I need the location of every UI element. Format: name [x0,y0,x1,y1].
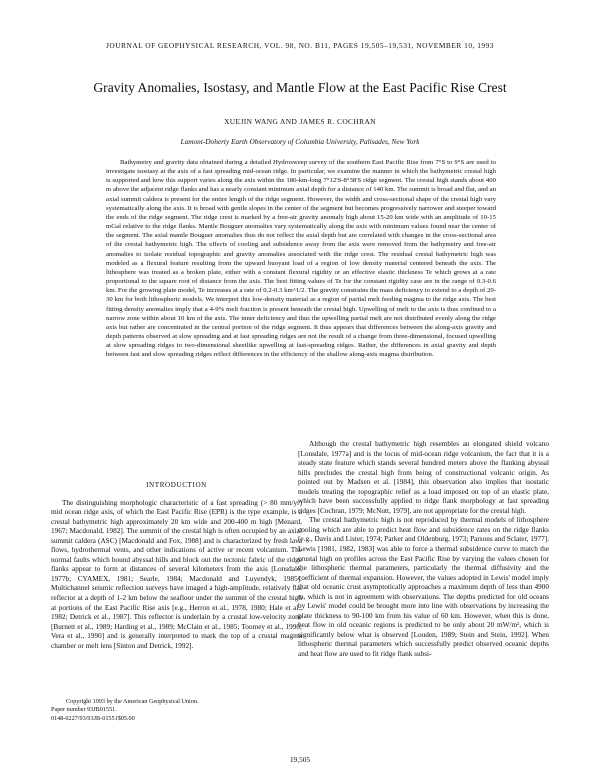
introduction-heading: INTRODUCTION [146,481,207,489]
body-paragraph: The crestal bathymetric high is not reproduced by thermal models of lithosphere cooling which are able to predict heat flow and subsidence rates on the ridge flanks [e.g., Davis and Lister, 1974; Parker and Oldenburg, 1973; Parsons and Sclater, 1977]. Lewis [1981, 1982, 1983] was able to force a thermal subsidence curve to match the crustal high on profiles across the East Pacific Rise by varying the values chosen for the lithospheric thermal parameters, particularly the thermal diffusivity and the coefficient of thermal expansion. However, the values adopted in Lewis' model imply that old oceanic crust asymptotically approaches a maximum depth of less than 4900 m, which is not in agreement with observations. The depths predicted for old oceans by Lewis' model could be brought more into line with observations by increasing the plate thickness to 90-100 km from his value of 60 km. However, when this is done, heat flow in old oceanic regions is predicted to be only about 20 mW/m², which is significantly below what is observed [Louden, 1989; Stein and Stein, 1992]. When lithospheric thermal parameters which successfully predict observed oceanic depths and heat flow are used to fit ridge flank subsi- [298,516,549,659]
right-column [298,440,549,660]
left-column [51,481,302,651]
body-paragraph: The distinguishing morphologic characteristic of a fast spreading (> 80 mm/yr) mid ocean ridge axis, of which the East Pacific Rise (EPR) is the type example, is a crestal bathymetric high approximately 20 km wide and 200-400 m high [Menard, 1967; Macdonald, 1982]. The summit of the crestal high is often occupied by an axial summit caldera (ASC) [Macdonald and Fox, 1988] and is characterized by fresh lava flows, hydrothermal vents, and other indications of active or recent volcanism. The normal faults which bound abyssal hills and block out the tectonic fabric of the ridge flanks appear to form at distances of several kilometers from the axis [Lonsdale, 1977b; CYAMEX, 1981; Searle, 1984; Macdonald and Luyendyk, 1985]. Multichannel seismic reflection surveys have imaged a high-amplitude, relatively flat reflector at a depth of 1-2 km below the seafloor under the summit of the crestal high at portions of the East Pacific Rise axis [e.g., Herron et al., 1978, 1980; Hale et al., 1982; Detrick et al., 1987]. This reflector is underlain by a crustal low-velocity zone [Burnett et al., 1989; Harding et al., 1989; McClain et al., 1985; Toomey et al., 1990; Vera et al., 1990] and is generally interpreted to mark the top of a crustal magma chamber or melt lens [Sinton and Detrick, 1992]. [51,498,302,650]
running-head: JOURNAL OF GEOPHYSICAL RESEARCH, VOL. 98, NO. B11, PAGES 19,505–19,531, NOVEMBER 10, 1993 [106,41,494,50]
copyright-line: Copyright 1993 by the American Geophysical Union. [66,698,199,705]
article-authors: XUEJIN WANG AND JAMES R. COCHRAN [224,117,376,126]
abstract [106,158,496,359]
copyright-notice [51,698,302,723]
publication-code: 0148-0227/93/93JB-01551$05.00 [51,714,135,722]
author-affiliation: Lamont-Doherty Earth Observatory of Columbia University, Palisades, New York [180,137,420,146]
paper-number: Paper number 93JB01551. [51,706,117,714]
abstract-text: Bathymetry and gravity data obtained during a detailed Hydrosweep survey of the southern East Pacific Rise from 7°S to 9°S are used to investigate isostasy at the axis of a fast spreading mid-ocean ridge. In particular, we examine the manner in which the bathymetric crestal high is supported and how this support varies along the axis within the 180-km-long 7°12'S-8°38'S ridge segment. The crestal high stands about 400 m above the adjacent ridge flanks and has a nearly constant minimum axial depth for a distance of 140 km. The summit is broad and flat, and an axial summit caldera is present for the entire length of the ridge segment. However, the width and cross-sectional shape of the crestal high vary systematically along the axis. It is broad with gentle slopes in the center of the segment but becomes progressively narrower and steeper toward the ends of the ridge segment. The ridge crest is marked by a free-air gravity anomaly high about 15-20 km wide with an amplitude of 10-15 mGal relative to the ridge flanks. Mantle Bouguer anomalies vary systematically along the axis with minimum values found near the center of the segment. The axial mantle Bouguer anomalies thus do not reflect the axial depth but are correlated with changes in the cross-sectional area of the crestal bathymetric high. The effects of cooling and subsidence away from the axis were removed from the bathymetry and free-air anomalies to isolate residual topographic and gravity anomalies associated with the ridge crest. The residual crestal bathymetric high was modeled as a flexural feature resulting from the upward buoyant load of a region of low density material centered beneath the axis. The lithosphere was treated as a broken plate, either with a constant flexural rigidity or an effective elastic thickness Te which grows at a rate proportional to the square root of distance from the axis. The best fitting values of Te for the constant rigidity case are in the range of 0.3-0.6 km. For the growing plate model, Te increases at a rate of 0.2-0.3 km^1/2. The gravity constrains the mass deficiency to extend to a depth of 20-30 km for both lithospheric models. We interpret this low-density material as a region of partial melt feeding magma to the ridge axis. The best fitting density anomalies imply that a 4-9% melt fraction is present beneath the crestal high. Upwelling of melt to the axis is thus confined to a narrow zone within about 10 km of the axis. The inner deficiency and thus the upwelling partial melt are not distributed evenly along the ridge axis but rather are concentrated in the central portion of the ridge segment. It thus appears that differences between the along-axis gravity and depth patterns observed at slow spreading and at fast spreading ridges are not the result of a change from three-dimensional, focused upwelling at slow spreading ridges to two-dimensional sheetlike upwelling at fast-spreading ridges. Rather, the differences in axial gravity and depth between fast and slow spreading ridges reflect differences in the efficiency of the shallow along-axis magma distribution. [106,159,496,359]
page-number: 19,505 [289,755,311,764]
body-paragraph: Although the crestal bathymetric high resembles an elongated shield volcano [Lonsdale, 1977a] and is the locus of mid-ocean ridge volcanism, the fact that it is a steady state feature which stands several hundred meters above the flanking abyssal hills precludes the crestal high from being of constructional volcanic origin. As pointed out by Madsen et al. [1984], this observation also implies that isostatic models treating the topographic relief as a load imposed on top of an elastic plate, which have been successfully applied to ridge flank morphology at fast spreading ridges [Cochran, 1979; McNutt, 1979], are not appropriate for the crestal high. [298,440,549,515]
article-title: Gravity Anomalies, Isostasy, and Mantle Flow at the East Pacific Rise Crest [93,80,507,95]
